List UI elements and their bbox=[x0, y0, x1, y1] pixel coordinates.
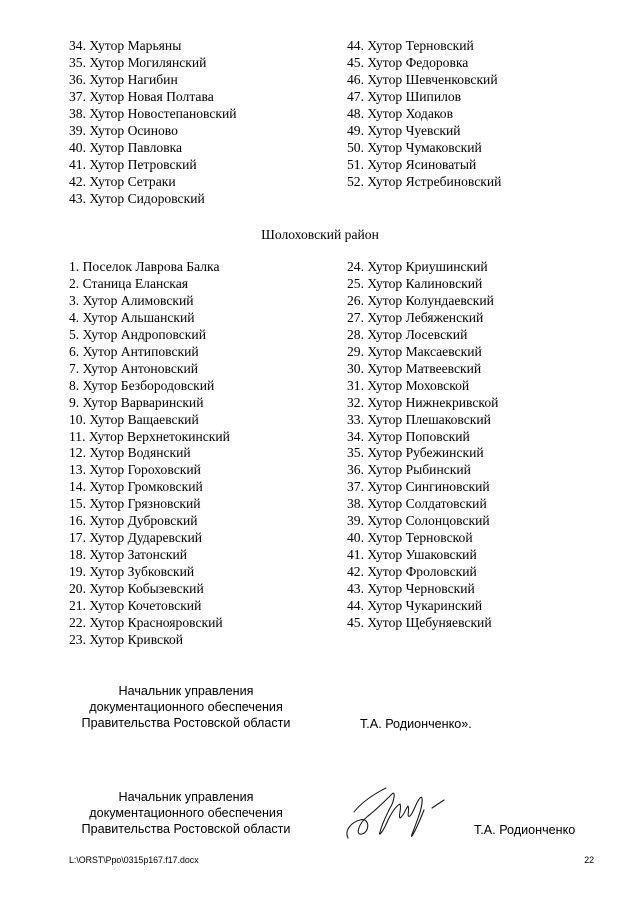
list-item: 40. Хутор Павловка bbox=[69, 139, 183, 155]
list-item: 49. Хутор Чуевский bbox=[347, 122, 461, 138]
list-item: 38. Хутор Новостепановский bbox=[69, 105, 237, 121]
list-item: 37. Хутор Сингиновский bbox=[347, 479, 490, 495]
list-item: 2. Станица Еланская bbox=[69, 275, 188, 291]
list-item: 17. Хутор Дударевский bbox=[69, 530, 203, 546]
footer-file-path: L:\ORST\Ppo\0315p167.f17.docx bbox=[69, 855, 199, 865]
signature-title-line: документационного обеспечения bbox=[89, 806, 283, 821]
list-item: 11. Хутор Верхнетокинский bbox=[69, 428, 230, 444]
signature-title-line: документационного обеспечения bbox=[89, 700, 283, 715]
list-item: 44. Хутор Чукаринский bbox=[347, 598, 483, 614]
list-item: 34. Хутор Поповский bbox=[347, 428, 470, 444]
list-item: 52. Хутор Ястребиновский bbox=[347, 173, 502, 189]
signature-title-line: Правительства Ростовской области bbox=[81, 716, 291, 731]
list-item: 10. Хутор Ващаевский bbox=[69, 411, 199, 427]
list-item: 23. Хутор Кривской bbox=[69, 631, 184, 647]
list-item: 28. Хутор Лосевский bbox=[347, 326, 468, 342]
list-item: 41. Хутор Петровский bbox=[69, 156, 197, 172]
list-item: 38. Хутор Солдатовский bbox=[347, 496, 487, 512]
list-item: 16. Хутор Дубровский bbox=[69, 513, 198, 529]
list-item: 48. Хутор Ходаков bbox=[347, 105, 454, 121]
list-item: 36. Хутор Нагибин bbox=[69, 71, 178, 87]
list-item: 45. Хутор Федоровка bbox=[347, 54, 469, 70]
list-item: 22. Хутор Краснояровский bbox=[69, 615, 223, 631]
district-list-left bbox=[69, 259, 230, 649]
list-item: 19. Хутор Зубковский bbox=[69, 564, 195, 580]
list-item: 35. Хутор Могилянский bbox=[69, 54, 207, 70]
list-item: 1. Поселок Лаврова Балка bbox=[69, 259, 220, 274]
list-item: 36. Хутор Рыбинский bbox=[347, 462, 471, 478]
signature-title-line: Начальник управления bbox=[118, 790, 254, 804]
list-item: 44. Хутор Терновский bbox=[347, 38, 474, 53]
list-item: 21. Хутор Кочетовский bbox=[69, 598, 202, 614]
list-item: 39. Хутор Осиново bbox=[69, 122, 178, 138]
list-item: 3. Хутор Алимовский bbox=[69, 292, 194, 308]
district-title: Шолоховский район bbox=[261, 227, 379, 242]
handwritten-signature bbox=[340, 772, 450, 847]
list-item: 25. Хутор Калиновский bbox=[347, 275, 483, 291]
list-item: 18. Хутор Затонский bbox=[69, 547, 188, 563]
list-item: 8. Хутор Безбородовский bbox=[69, 377, 215, 393]
list-item: 51. Хутор Ясиноватый bbox=[347, 156, 477, 172]
signatory-name-1: Т.А. Родионченко». bbox=[360, 717, 472, 731]
list-item: 41. Хутор Ушаковский bbox=[347, 547, 477, 563]
list-item: 46. Хутор Шевченковский bbox=[347, 71, 498, 87]
list-item: 26. Хутор Колундаевский bbox=[347, 292, 494, 308]
list-item: 45. Хутор Щебуняевский bbox=[347, 615, 492, 631]
list-item: 24. Хутор Криушинский bbox=[347, 259, 488, 274]
signature-title-line: Правительства Ростовской области bbox=[81, 822, 291, 837]
list-item: 9. Хутор Варваринский bbox=[69, 394, 204, 410]
signatory-name-2: Т.А. Родионченко bbox=[474, 823, 576, 837]
list-item: 7. Хутор Антоновский bbox=[69, 360, 199, 376]
list-item: 12. Хутор Водянский bbox=[69, 445, 191, 461]
list-item: 4. Хутор Альшанский bbox=[69, 309, 195, 325]
list-item: 42. Хутор Фроловский bbox=[347, 564, 477, 580]
list-item: 20. Хутор Кобызевский bbox=[69, 581, 204, 597]
list-item: 47. Хутор Шипилов bbox=[347, 88, 462, 104]
page-number: 22 bbox=[584, 855, 594, 865]
top-list-left bbox=[69, 38, 237, 208]
list-item: 5. Хутор Андроповский bbox=[69, 326, 206, 342]
signature-title-line: Начальник управления bbox=[118, 684, 254, 698]
list-item: 42. Хутор Сетраки bbox=[69, 173, 176, 189]
signature-block-title-2 bbox=[66, 789, 306, 838]
list-item: 32. Хутор Нижнекривской bbox=[347, 394, 499, 410]
list-item: 50. Хутор Чумаковский bbox=[347, 139, 482, 155]
signature-block-title-1 bbox=[66, 683, 306, 732]
list-item: 14. Хутор Громковский bbox=[69, 479, 203, 495]
list-item: 30. Хутор Матвеевский bbox=[347, 360, 482, 376]
list-item: 6. Хутор Антиповский bbox=[69, 343, 199, 359]
list-item: 33. Хутор Плешаковский bbox=[347, 411, 491, 427]
list-item: 39. Хутор Солонцовский bbox=[347, 513, 490, 529]
list-item: 27. Хутор Лебяженский bbox=[347, 309, 484, 325]
top-list-right bbox=[347, 38, 501, 191]
list-item: 35. Хутор Рубежинский bbox=[347, 445, 484, 461]
list-item: 40. Хутор Терновской bbox=[347, 530, 473, 546]
list-item: 43. Хутор Черновский bbox=[347, 581, 475, 597]
list-item: 34. Хутор Марьяны bbox=[69, 38, 182, 53]
list-item: 13. Хутор Гороховский bbox=[69, 462, 201, 478]
district-list-right bbox=[347, 259, 498, 632]
list-item: 29. Хутор Максаевский bbox=[347, 343, 482, 359]
list-item: 31. Хутор Моховской bbox=[347, 377, 470, 393]
list-item: 43. Хутор Сидоровский bbox=[69, 190, 205, 206]
list-item: 37. Хутор Новая Полтава bbox=[69, 88, 214, 104]
list-item: 15. Хутор Грязновский bbox=[69, 496, 201, 512]
